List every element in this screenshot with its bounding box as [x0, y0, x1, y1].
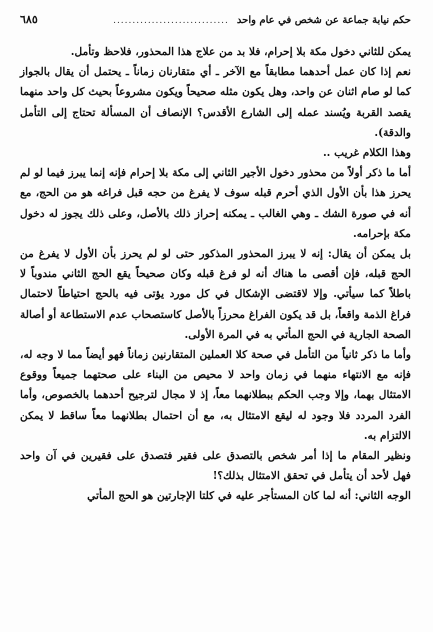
paragraph: يمكن للثاني دخول مكة بلا إحرام، فلا بد من علاج هذا المحذور، فلاحظ وتأمل.: [70, 45, 411, 58]
paragraph: أما ما ذكر أولاً من محذور دخول الأجير الثاني إلى مكة بلا إحرام فإنه إنما يبرز فيما لو لم يحرز هذا بأن الأول الذي أحرم قبله سوف لا يفرغ من حجه قبل فراغه هو من الحج، مع أنه في صورة الشك ـ وهي الغالب ـ يمكنه إحراز ذلك بالأصل، وعلى ذلك يجوز له دخول مكة بإحرامه.: [20, 166, 411, 240]
header-leader-dots: ..............................: [113, 16, 229, 26]
paragraph: بل يمكن أن يقال: إنه لا يبرز المحذور المذكور حتى لو لم يحرز بأن الأول لا يفرغ من الحج قبله، فإن أقصى ما هناك أنه لو فرغ قبله وكان صحيحاً يقع الحج الثاني مندوباً لا باطلاً كما سيأتي. وإلا لاقتضى الإشكال في كل مورد يؤتى فيه بالحج احتياطاً لاحتمال فراغ الذمة واقعاً، بل قد يكون الفراغ محرزاً بالأصل كاستصحاب عدم الاستطاعة أو أصالة الصحة الجارية في الحج المأتي به في المرة الأولى.: [20, 247, 411, 341]
paragraph: ونظير المقام ما إذا أمر شخص بالتصدق على فقير فتصدق على فقيرين في آن واحد فهل لأحد أن يتأمل في تحقق الامتثال بذلك؟!: [20, 449, 411, 483]
running-header: [20, 12, 411, 26]
paragraph: نعم إذا كان عمل أحدهما مطابقاً مع الآخر ـ أي متقارنان زماناً ـ يحتمل أن يقال بالجواز كما لو صام اثنان عن واحد، وهل يكون مثله صحيحاً ويكون مشروعاً بحيث كل واحد منهما يقصد القربة ويُسند عمله إلى الشارع الأقدس؟ الإنصاف أن المسألة تحتاج إلى التأمل والدقة).: [20, 65, 411, 139]
page-number: ٦٨٥: [20, 13, 38, 26]
paragraph: وأما ما ذكر ثانياً من التأمل في صحة كلا العملين المتقارنين زماناً فهو أيضاً مما لا وجه له، فإنه مع الانتهاء منهما في زمان واحد لا محيص من البناء على صحتهما جميعاً ووقوع الامتثال بهما، وإلا وجب الحكم ببطلانهما معاً، إذ لا مجال لترجيح أحدهما بالخصوص، وأما الفرد المردد فلا وجود له ليقع الامتثال به، مع أن احتمال بطلانهما معاً ساقط لا يمكن الالتزام به.: [20, 348, 411, 442]
paragraph: الوجه الثاني: أنه لما كان المستأجر عليه في كلتا الإجارتين هو الحج المأتي: [87, 489, 411, 503]
running-header-title: حكم نيابة جماعة عن شخص في عام واحد: [236, 15, 411, 26]
paragraph: وهذا الكلام غريب ..: [322, 146, 411, 160]
page-body: [20, 42, 411, 507]
